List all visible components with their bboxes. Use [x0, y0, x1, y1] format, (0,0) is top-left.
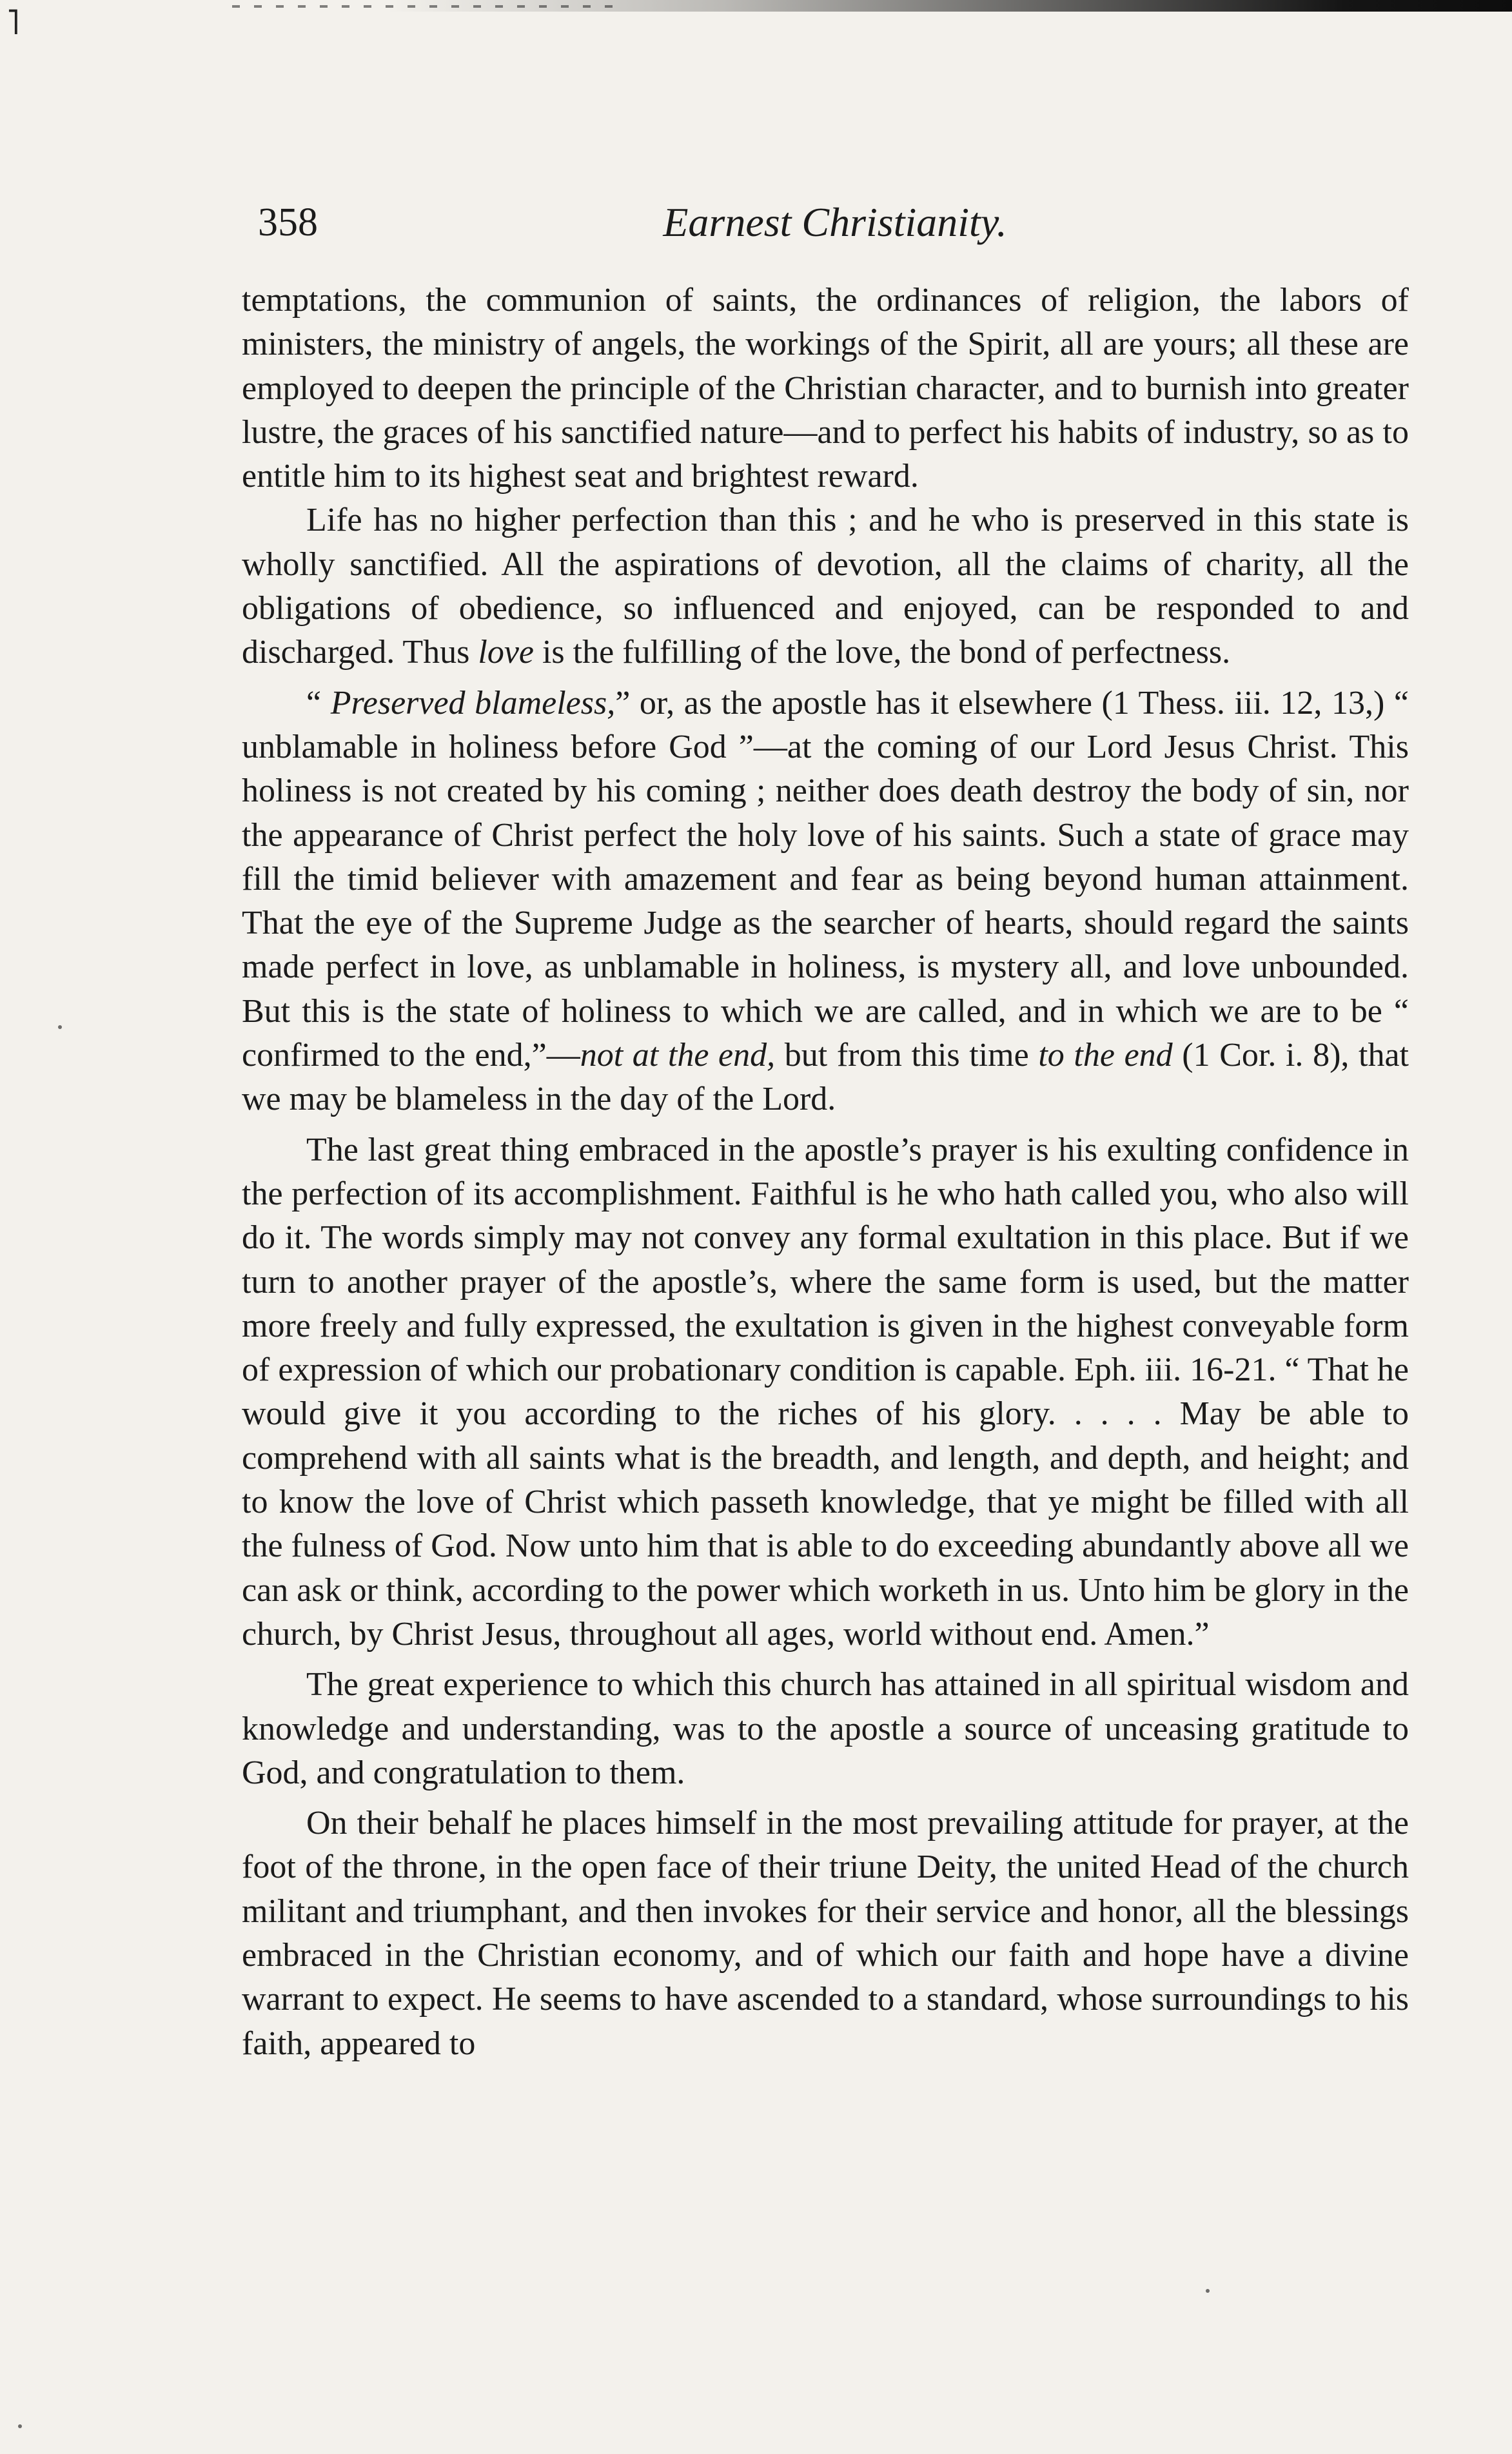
scan-speck [1206, 2289, 1210, 2293]
paragraph-3-text: (1 Cor. i. 8), that we may be blameless in the day of the Lord. [242, 1037, 1409, 1118]
paragraph-3-text: “ [306, 684, 331, 721]
body-text [242, 279, 1409, 2066]
running-title: Earnest Christianity. [663, 199, 1007, 245]
page-number: 358 [258, 201, 318, 244]
paragraph-1: temptations, the communion of saints, the ordinances of religion, the labors of ministers, the ministry of angels, the workings of the Spirit, all are yours; all these are employed to deepen the principle of the Christian character, and to burnish into greater lustre, the graces of his sanctified nature—and to perfect his habits of industry, so as to entitle him to its highest seat and brightest reward. [242, 282, 1409, 495]
scan-corner-mark: ˥ [6, 3, 20, 42]
scan-edge-marks [232, 5, 619, 8]
paragraph-2 [242, 498, 1409, 674]
paragraph-2-text: is the fulfilling of the love, the bond of perfectness. [533, 634, 1231, 671]
italic-love: love [478, 634, 534, 671]
paragraph-2-text: Life has no higher perfection than this ; and he who is preserved in this state is wholly sanctified. All the aspirations of devotion, all the claims of charity, all the obligations of obedience, so influenced and enjoyed, can be responded to and discharged. Thus [242, 502, 1409, 671]
scan-speck [58, 1025, 62, 1029]
scan-speck [18, 2424, 22, 2428]
paragraph-3 [242, 682, 1409, 1122]
paragraph-5: The great experience to which this church has attained in all spiritual wisdom and knowledge and understanding, was to the apostle a source of unceasing gratitude to God, and congratulation to them. [242, 1666, 1409, 1791]
italic-to-the-end: to the end [1038, 1037, 1173, 1074]
paragraph-3-text: ” or, as the apostle has it elsewhere (1 Thess. iii. 12, 13,) “ unblamable in holiness before God ”—at the coming of our Lord Jesus Christ. This holiness is not created by his coming ; neither does death destroy the body of sin, nor the appearance of Christ perfect the holy love of his saints. Such a state of grace may fill the timid believer with amazement and fear as being beyond human attainment. That the eye of the Supreme Judge as the searcher of hearts, should regard the saints made perfect in love, as unblamable in holiness, is mystery all, and love unbounded. But this is the state of holiness to which we are called, and in which we are to be “ confirmed to the end,”— [242, 684, 1409, 1074]
page-header [258, 193, 1412, 251]
paragraph-6: On their behalf he places himself in the most prevailing attitude for prayer, at the foot of the throne, in the open face of their triune Deity, the united Head of the church militant and triumphant, and then invokes for their service and honor, all the blessings embraced in the Christian economy, and of which our faith and hope have a divine warrant to expect. He seems to have ascended to a standard, whose surroundings to his faith, appeared to [242, 1805, 1409, 2062]
paragraph-4: The last great thing embraced in the apostle’s prayer is his exulting confidence in the perfection of its accomplishment. Faithful is he who hath called you, who also will do it. The words simply may not convey any formal exultation in this place. But if we turn to another prayer of the apostle’s, where the same form is used, but the matter more freely and fully expressed, the exultation is given in the highest conveyable form of expression of which our probationary condition is capable. Eph. iii. 16-21. “ That he would give it you according to the riches of his glory. . . . . May be able to comprehend with all saints what is the breadth, and length, and depth, and height; and to know the love of Christ which passeth knowledge, that ye might be filled with all the fulness of God. Now unto him that is able to do exceeding abundantly above all we can ask or think, according to the power which worketh in us. Unto him be glory in the church, by Christ Jesus, throughout all ages, world without end. Amen.” [242, 1131, 1409, 1653]
italic-preserved-blameless: Preserved blameless, [330, 684, 616, 721]
italic-not-at-the-end: not at the end, [580, 1037, 776, 1074]
paragraph-3-text: but from this time [775, 1037, 1039, 1074]
